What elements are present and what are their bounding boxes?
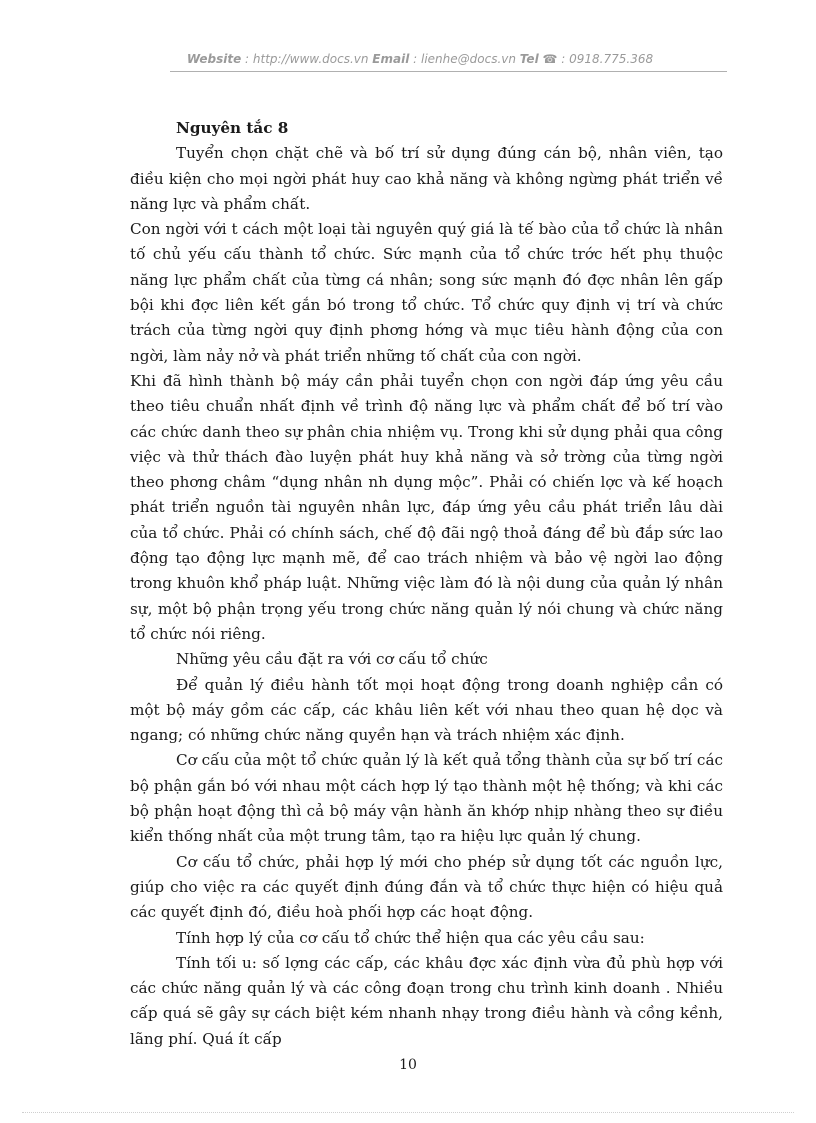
email-value: : lienhe@docs.vn xyxy=(409,52,520,66)
page-number: 10 xyxy=(399,1057,417,1073)
email-label: Email xyxy=(372,52,410,66)
section-heading: Nguyên tắc 8 xyxy=(176,119,289,137)
paragraph: Khi đã hình thành bộ máy cần phải tuyển chọn con ngời đáp ứng yêu cầu theo tiêu chuẩn nhất định về trình độ năng lực và phẩm chất để bố trí vào các chức danh theo sự phân chia nhiệm vụ. Trong khi sử dụng phải qua công việc và thử thách đào luyện phát huy khả năng và sở trờng của từng ngời theo phơng châm “dụng nhân nh dụng mộc”. Phải có chiến lợc và kế hoạch phát triển nguồn tài nguyên nhân lực, đáp ứng yêu cầu phát triển lâu dài của tổ chức. Phải có chính sách, chế độ đãi ngộ thoả đáng để bù đắp sức lao động tạo động lực mạnh mẽ, để cao trách nhiệm và bảo vệ ngời lao động trong khuôn khổ pháp luật. Những việc làm đó là nội dung của quản lý nhân sự, một bộ phận trọng yếu trong chức năng quản lý nói chung và chức năng tổ chức nói riêng. xyxy=(130,371,723,643)
header-divider xyxy=(170,71,727,72)
tel-label: Tel xyxy=(519,52,539,66)
website-value: : http://www.docs.vn xyxy=(241,52,373,66)
subheading: Những yêu cầu đặt ra với cơ cấu tổ chức xyxy=(176,650,488,669)
document-body xyxy=(130,116,723,1052)
paragraph: Con ngời với t cách một loại tài nguyên quý giá là tế bào của tổ chức là nhân tố chủ yếu cấu thành tổ chức. Sức mạnh của tổ chức trớc hết phụ thuộc năng lực phẩm chất của từng cá nhân; song sức mạnh đó đợc nhân lên gấp bội khi đợc liên kết gắn bó trong tổ chức. Tổ chức quy định vị trí và chức trách của từng ngời quy định phơng hớng và mục tiêu hành động của con ngời, làm nảy nở và phát triển những tố chất của con ngời. xyxy=(130,220,723,365)
paragraph: Cơ cấu của một tổ chức quản lý là kết quả tổng thành của sự bố trí các bộ phận gắn bó với nhau một cách hợp lý tạo thành một hệ thống; và khi các bộ phận hoạt động thì cả bộ máy vận hành ăn khớp nhịp nhàng theo sự điều kiển thống nhất của một trung tâm, tạo ra hiệu lực quản lý chung. xyxy=(130,751,723,846)
paragraph: Tính hợp lý của cơ cấu tổ chức thể hiện qua các yêu cầu sau: xyxy=(176,928,645,947)
website-label: Website xyxy=(186,52,242,66)
paragraph: Tính tối u: số lợng các cấp, các khâu đợc xác định vừa đủ phù hợp với các chức năng quản lý và các công đoạn trong chu trình kinh doanh . Nhiều cấp quá sẽ gây sự cách biệt kém nhanh nhạy trong điều hành và cồng kềnh, lãng phí. Quá ít cấp xyxy=(130,953,723,1048)
page-header xyxy=(120,52,720,66)
tel-value: ☎ : 0918.775.368 xyxy=(538,52,654,66)
paragraph: Để quản lý điều hành tốt mọi hoạt động trong doanh nghiệp cần có một bộ máy gồm các cấp, các khâu liên kết với nhau theo quan hệ dọc và ngang; có những chức năng quyền hạn và trách nhiệm xác định. xyxy=(130,675,723,745)
paragraph: Tuyển chọn chặt chẽ và bố trí sử dụng đúng cán bộ, nhân viên, tạo điều kiện cho mọi ngời phát huy cao khả năng và không ngừng phát triển về năng lực và phẩm chất. xyxy=(130,144,723,213)
page-bottom-border xyxy=(22,1112,794,1113)
paragraph: Cơ cấu tổ chức, phải hợp lý mới cho phép sử dụng tốt các nguồn lực, giúp cho việc ra các quyết định đúng đắn và tổ chức thực hiện có hiệu quả các quyết định đó, điều hoà phối hợp các hoạt động. xyxy=(130,852,723,922)
